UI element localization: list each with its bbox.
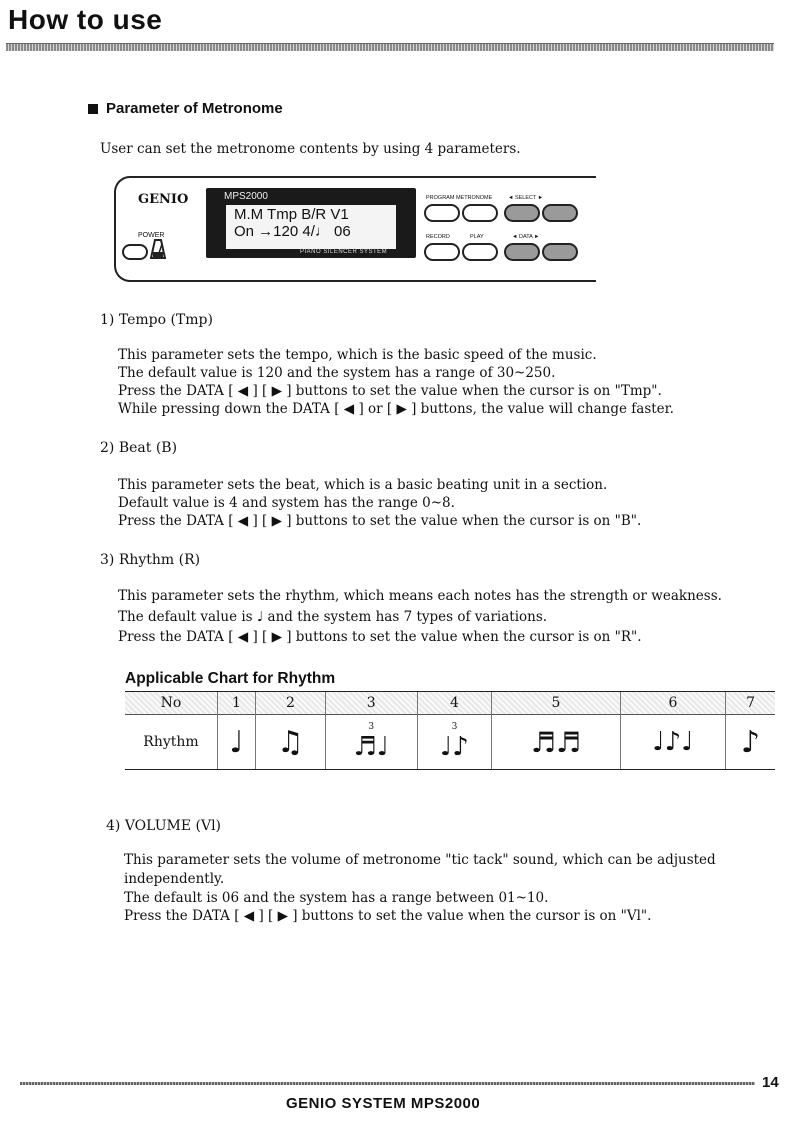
syncopated-notes-icon: ♩♪♩ bbox=[652, 727, 694, 757]
item-line: Press the DATA [ ◀ ] [ ▶ ] buttons to set the value when the cursor is on "R". bbox=[118, 629, 642, 645]
quarter-note-icon: ♩ bbox=[229, 724, 244, 760]
record-button bbox=[424, 243, 460, 261]
select-left-button bbox=[504, 204, 540, 222]
lcd-screen bbox=[226, 205, 396, 249]
item-line: The default is 06 and the system has a range between 01~10. bbox=[124, 890, 549, 906]
section-heading bbox=[88, 100, 283, 117]
item-line: Default value is 4 and system has the range 0~8. bbox=[118, 495, 455, 511]
triplet-mark: 3 bbox=[368, 721, 375, 732]
item-line: The default value is ♩ and the system has 7 types of variations. bbox=[118, 609, 548, 625]
panel-brand: GENIO bbox=[138, 192, 189, 207]
item-line: Press the DATA [ ◀ ] [ ▶ ] buttons to set the value when the cursor is on "Tmp". bbox=[118, 383, 662, 399]
item-line: This parameter sets the volume of metronome "tic tack" sound, which can be adjusted bbox=[124, 852, 716, 868]
header-cell-no: No bbox=[125, 692, 218, 715]
sixteenth-notes-icon: ♬♬ bbox=[530, 725, 582, 759]
page-number: 14 bbox=[762, 1074, 779, 1091]
item-line: This parameter sets the rhythm, which means each notes has the strength or weakness. bbox=[118, 588, 722, 604]
row-header-rhythm: Rhythm bbox=[125, 715, 218, 770]
lcd-line-1: M.M Tmp B/R V1 bbox=[234, 206, 349, 223]
triplet-mark: 3 bbox=[451, 721, 458, 732]
rhythm-symbol bbox=[620, 715, 726, 770]
item-title-volume: 4) VOLUME (Vl) bbox=[106, 818, 222, 834]
item-line: The default value is 120 and the system has a range of 30~250. bbox=[118, 365, 556, 381]
program-metronome-label: PROGRAM METRONOME bbox=[426, 195, 493, 201]
table-row-rhythm bbox=[125, 715, 775, 770]
item-line: Press the DATA [ ◀ ] [ ▶ ] buttons to set the value when the cursor is on "Vl". bbox=[124, 908, 652, 924]
header-cell: 7 bbox=[726, 692, 775, 715]
item-line: Press the DATA [ ◀ ] [ ▶ ] buttons to set the value when the cursor is on "B". bbox=[118, 513, 642, 529]
item-line: This parameter sets the beat, which is a basic beating unit in a section. bbox=[118, 477, 608, 493]
page-header-title: How to use bbox=[8, 4, 163, 35]
select-label: ◄ SELECT ► bbox=[508, 195, 544, 201]
item-title-beat: 2) Beat (B) bbox=[100, 440, 178, 456]
eighth-notes-icon: ♫ bbox=[276, 724, 304, 760]
metronome-button bbox=[462, 204, 498, 222]
section-intro: User can set the metronome contents by using 4 parameters. bbox=[100, 141, 521, 157]
rhythm-symbol bbox=[255, 715, 325, 770]
rhythm-symbol bbox=[218, 715, 256, 770]
triplet-notes-icon: ♬♩ bbox=[353, 731, 389, 762]
power-label: POWER bbox=[138, 232, 165, 239]
item-line: This parameter sets the tempo, which is the basic speed of the music. bbox=[118, 347, 597, 363]
lcd-line-2: On →120 4/♩ 06 bbox=[234, 223, 351, 240]
rest-eighth-note-icon: ♪ bbox=[741, 724, 761, 760]
select-right-button bbox=[542, 204, 578, 222]
rhythm-table bbox=[125, 691, 775, 770]
header-cell: 6 bbox=[620, 692, 726, 715]
metronome-icon bbox=[150, 238, 166, 264]
section-heading-text: Parameter of Metronome bbox=[106, 100, 283, 117]
item-line: While pressing down the DATA [ ◀ ] or [ ▶ ] buttons, the value will change faster. bbox=[118, 401, 674, 417]
header-cell: 1 bbox=[218, 692, 256, 715]
item-line: independently. bbox=[124, 871, 225, 887]
play-button bbox=[462, 243, 498, 261]
item-title-rhythm: 3) Rhythm (R) bbox=[100, 552, 201, 568]
rhythm-symbol bbox=[417, 715, 492, 770]
lcd-model-label: MPS2000 bbox=[224, 191, 268, 202]
rhythm-chart-title: Applicable Chart for Rhythm bbox=[125, 670, 336, 687]
play-label: PLAY bbox=[470, 234, 484, 240]
data-label: ◄ DATA ► bbox=[512, 234, 540, 240]
square-bullet-icon bbox=[88, 104, 98, 114]
header-divider bbox=[6, 43, 774, 51]
header-cell: 5 bbox=[492, 692, 620, 715]
power-button bbox=[122, 244, 148, 260]
header-cell: 3 bbox=[325, 692, 417, 715]
triplet-rest-notes-icon: ♩♪ bbox=[440, 731, 469, 762]
rhythm-symbol bbox=[325, 715, 417, 770]
header-cell: 4 bbox=[417, 692, 492, 715]
lcd-footer-label: PIANO SILENCER SYSTEM bbox=[300, 249, 388, 255]
rhythm-symbol bbox=[726, 715, 775, 770]
rhythm-symbol bbox=[492, 715, 620, 770]
data-left-button bbox=[504, 243, 540, 261]
data-right-button bbox=[542, 243, 578, 261]
footer-divider bbox=[20, 1082, 755, 1085]
item-title-tempo: 1) Tempo (Tmp) bbox=[100, 312, 213, 328]
table-header-row bbox=[125, 692, 775, 715]
program-button bbox=[424, 204, 460, 222]
record-label: RECORD bbox=[426, 234, 450, 240]
footer-brand: GENIO SYSTEM MPS2000 bbox=[286, 1095, 481, 1112]
header-cell: 2 bbox=[255, 692, 325, 715]
